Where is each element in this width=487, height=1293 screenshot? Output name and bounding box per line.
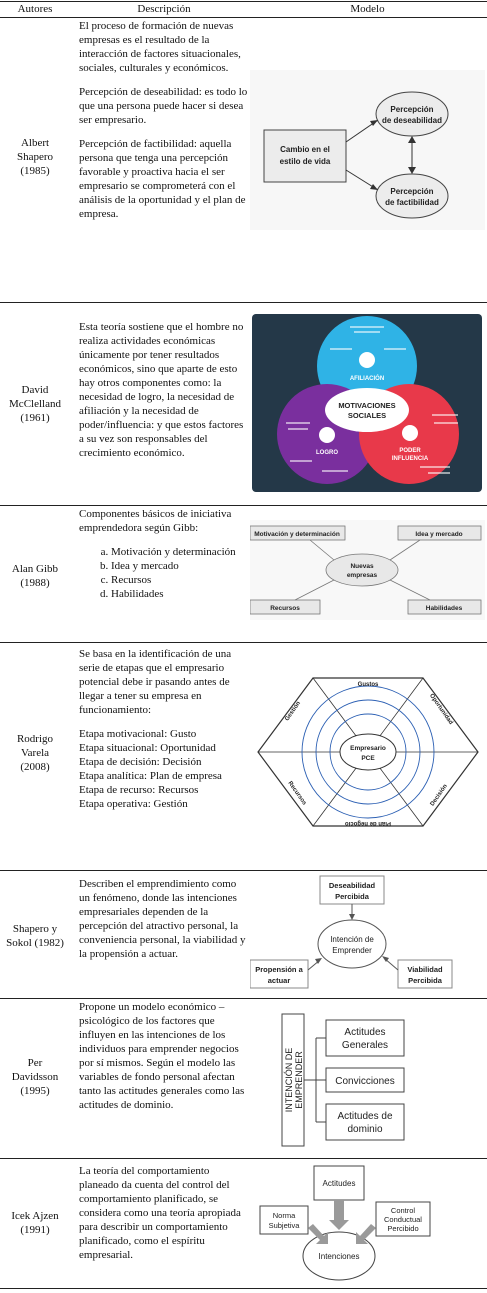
etapa-line: Etapa motivacional: Gusto [79,728,197,740]
etapa-line: Etapa situacional: Oportunidad [79,742,216,754]
description-paragraph: El proceso de formación de nuevas empresas es el resultado de la interacción de factores situacionales, sociales, culturales y económicos. [79,20,241,74]
box-label: Percibida [335,892,369,901]
center-ellipse [318,920,386,968]
author-line: Albert [20,137,50,149]
segment-label: Plan de negocio [344,820,392,826]
deseabilidad-label: de deseabilidad [381,116,443,125]
box-label: Deseabilidad [328,881,376,890]
factibilidad-label: Percepción [390,187,434,196]
list-item: d. Habilidades [111,587,249,601]
box-label: Actitudes [344,1027,386,1038]
etapa-line: Etapa operativa: Gestión [79,798,188,810]
segment-label: Gestión [284,700,303,723]
ajzen-diagram [250,1162,485,1286]
box-label: Generales [341,1040,389,1051]
row-rule [0,642,487,643]
author-line: (1991) [20,1224,50,1236]
center-label: Empresario [350,745,386,752]
nuevas-empresas-ellipse [326,554,398,586]
gibb-diagram [250,520,485,620]
factibilidad-ellipse [376,174,448,218]
center-ellipse [325,388,409,432]
description-cell [79,320,249,470]
segment-label: Recursos [286,780,308,807]
segment-label: Oportunidad [428,692,454,726]
row-rule [0,505,487,506]
box-label: Habilidades [425,605,463,612]
description-cell [79,877,249,971]
varela-diagram [250,672,485,832]
header-rule [0,17,487,18]
center-label: MOTIVACIONES [338,401,396,410]
afiliacion-icon [359,352,375,368]
header-descripcion: Descripción [137,3,191,15]
author-cell [0,383,70,425]
author-cell [0,732,70,774]
vertical-label: INTENCIÓN DE [284,1047,294,1113]
box-label: Idea y mercado [415,531,463,538]
description-cell [79,1000,249,1122]
box-label: Recursos [270,605,300,612]
description-intro: Componentes básicos de iniciativa emprendedora según Gibb: [79,508,232,534]
box-label: dominio [347,1124,383,1135]
author-line: (2008) [20,761,50,773]
logro-icon [319,427,335,443]
author-line: (1995) [20,1085,50,1097]
poder-label: INFLUENCIA [391,456,429,462]
author-cell [0,1056,70,1098]
box-label: Percibida [408,976,442,985]
author-line: Rodrigo [16,733,54,745]
list-item: c. Recursos [111,573,249,587]
cambio-label: Cambio en el [280,145,330,154]
author-line: Shapero y [12,923,58,935]
deseabilidad-label: Percepción [390,105,434,114]
center-label: Nuevas [350,563,374,570]
author-line: (1985) [20,165,50,177]
author-line: Sokol (1982) [6,937,64,949]
description-cell [79,647,249,811]
center-ellipse [340,734,396,770]
poder-label: PODER [399,448,421,454]
author-cell [0,136,70,178]
center-label: SOCIALES [347,411,387,420]
center-label: PCE [361,755,375,762]
etapa-line: Etapa de decisión: Decisión [79,756,202,768]
factibilidad-label: de factibilidad [385,198,439,207]
author-line: Varela [20,747,50,759]
vertical-label: EMPRENDER [294,1051,304,1109]
author-line: Alan Gibb [11,563,59,575]
poder-icon [402,425,418,441]
table-bottom-rule [0,1288,487,1289]
author-line: Per [27,1057,43,1069]
box-label: Motivación y determinación [254,531,340,538]
box-label: Conductual [384,1215,422,1224]
arrow-actitudes [329,1200,349,1230]
author-line: Shapero [16,151,54,163]
intenciones-label: Intenciones [318,1252,360,1261]
box-label: Actitudes [322,1179,356,1188]
etapa-line: Etapa de recurso: Recursos [79,784,199,796]
description-cell [79,507,249,601]
table-top-rule [0,1,487,2]
author-line: David [21,384,49,396]
box-label: Norma [272,1211,296,1220]
box-label: Actitudes de [337,1111,393,1122]
davidsson-diagram [250,1010,485,1150]
etapa-line: Etapa analítica: Plan de empresa [79,770,222,782]
description-paragraph: Propone un modelo económico – psicológico de los factores que influyen en las intenciones de los individuos para emprender negocios por sí mismos. Según el modelo las variables de fondo personal afectan tanto las actitudes generales como las actitudes de dominio. [79,1001,245,1111]
logro-label: LOGRO [316,450,338,456]
list-item: b. Idea y mercado [111,559,249,573]
row-rule [0,870,487,871]
center-label: empresas [346,572,378,579]
cambio-box [264,130,346,182]
row-rule [0,302,487,303]
segment-label: Gustos [357,682,379,688]
afiliacion-label: AFILIACIÓN [349,376,385,382]
list-item: a. Motivación y determinación [111,545,249,559]
author-line: Davidsson [11,1071,59,1083]
description-cell [79,1164,249,1272]
center-label: Emprender [332,946,372,955]
description-paragraph: Se basa en la identificación de una serie de etapas que el empresario potencial debe ir pasando antes de llegar a tener su empresa en funcionamiento: [79,648,232,716]
header-autores: Autores [17,3,53,15]
deseabilidad-ellipse [376,92,448,136]
shapero-sokol-diagram [250,872,485,996]
box-label: actuar [267,976,291,985]
description-paragraph: La teoría del comportamiento planeado da cuenta del control del comportamiento planificado, se considera como una teoría apropiada para describir un comportamiento planificado, como el espíritu empresarial. [79,1165,241,1261]
description-paragraph: Esta teoría sostiene que el hombre no realiza actividades económicas únicamente por tener resultados económicos, sino que aparte de esto hay otros componentes como: la necesidad de logro, la necesidad de afiliación y la necesidad de poder/influencia: y que estos factores a su vez son responsables del crecimiento económico. [79,321,244,459]
box-label: Percibido [387,1224,419,1233]
description-paragraph: Describen el emprendimiento como un fenómeno, donde las intenciones empresariales dependen de la percepción del atractivo personal, la conveniencia personal, la viabilidad y la propensión a actuar. [79,878,246,960]
cambio-label: estilo de vida [279,157,331,166]
center-label: Intención de [330,935,374,944]
box-label: Propensión a [255,965,303,974]
author-line: Icek Ajzen [11,1210,59,1222]
author-line: (1988) [20,577,50,589]
shapero-diagram [250,70,485,230]
row-rule [0,998,487,999]
box-label: Subjetiva [268,1221,300,1230]
segment-label: Decisión [429,783,449,808]
box-label: Convicciones [335,1076,395,1087]
description-cell [79,19,249,231]
box-label: Control [390,1206,416,1215]
mcclelland-diagram [250,310,485,496]
author-line: (1961) [20,412,50,424]
box-label: Viabilidad [407,965,443,974]
author-cell [0,1209,70,1237]
author-cell [0,562,70,590]
header-modelo: Modelo [350,3,385,15]
description-paragraph: Percepción de deseabilidad: es todo lo que una persona puede hacer si desea ser empresario. [79,86,248,126]
author-cell [0,922,70,950]
row-rule [0,1158,487,1159]
author-line: McClelland [9,398,61,410]
description-paragraph: Percepción de factibilidad: aquella persona que tenga una percepción favorable y proactiva hacia el ser empresario se comprometerá con el análisis de la oportunidad y el plan de empresa. [79,138,246,220]
components-list [79,545,249,601]
